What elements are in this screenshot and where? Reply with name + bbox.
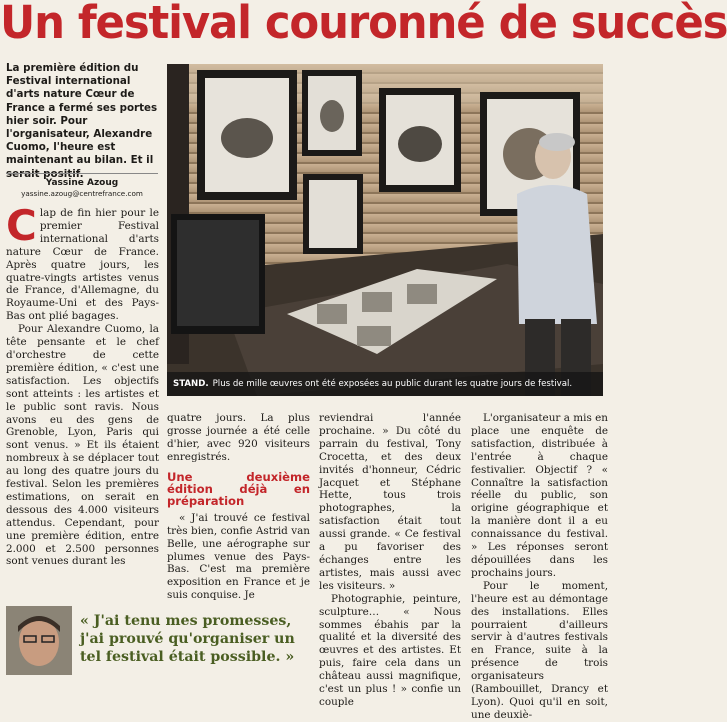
article-paragraph: quatre jours. La plus grosse journée a été celle d'hier, avec 920 visiteurs enregistrés. [167,412,310,463]
article-column-3 [319,412,461,709]
byline-name: Yassine Azoug [6,173,158,188]
subheading: Une deuxième édition déjà en préparation [167,469,310,509]
article-paragraph: reviendrai l'année prochaine. » Du côté du parrain du festival, Tony Crocetta, et des deux invités d'honneur, Cédric Jacquet et Stéphane Hette, tous trois photographes, la satisfaction était tout aussi grande. « Ce festival a pu favoriser des échanges entre les artistes, mais aussi avec les visiteurs. » [319,412,461,592]
article-paragraph: Pour le moment, l'heure est au démontage des installations. Elles pourraient d'ailleurs servir à d'autres festivals en France, suite à la présence de trois organisateurs (Rambouillet, Drancy et Lyon). Quoi qu'il en soit, une deuxiè- [471,579,608,721]
pull-quote: « J'ai tenu mes promesses, j'ai prouvé qu'organiser un tel festival était possible. » [80,613,295,665]
lede: La première édition du Festival international d'arts nature Cœur de France a fermé ses portes hier soir. Pour l'organisateur, Alexandre Cuomo, l'heure est maintenant au bilan. Et il serait positif. [6,62,158,180]
organizer-portrait [6,606,72,675]
stand-photo [167,64,603,396]
article-paragraph [6,201,159,323]
photo-caption-text: Plus de mille œuvres ont été exposées au public durant les quatre jours de festival. [212,379,573,389]
portrait-illustration [6,606,72,675]
article-paragraph: Pour Alexandre Cuomo, la tête pensante et le chef d'orchestre de cette première édition, « c'est une satisfaction. Les objectifs sont atteints : les artistes et le public sont ravis. Nous avons eu des gens de Grenoble, Lyon, Paris qui sont venus. » Et ils étaient nombreux à se déplacer tout au long des quatre jours du festival. Selon les premières estimations, on serait en dessous des 4.000 visiteurs attendus. Cependant, pour une première édition, entre 2.000 et 2.500 personnes sont venues durant les [6,323,159,568]
article-column-2 [167,412,310,602]
photo-caption [167,372,603,396]
article-paragraph: L'organisateur a mis en place une enquête de satisfaction, distribuée à l'entrée à chaque festivalier. Objectif ? « Connaître la satisfaction réelle du public, son origine géographique et la manière dont il a eu connaissance du festival. » Les réponses seront dépouillées dans les prochains jours. [471,412,608,579]
byline-email: yassine.azoug@centrefrance.com [21,189,143,198]
dropcap: C [6,201,37,250]
stand-photo-illustration [167,64,603,396]
article-paragraph: Photographie, peinture, sculpture… « Nous sommes ébahis par la qualité et la diversité des œuvres et des artistes. Et puis, faire cela dans un château aussi magnifique, c'est un plus ! » confie un couple [319,592,461,708]
article-column-1 [6,201,159,568]
article-paragraph: « J'ai trouvé ce festival très bien, confie Astrid van Belle, une aérographe sur plumes venue des Pays-Bas. C'est ma première exposition en France et je suis conquise. Je [167,511,310,602]
article-text: lap de fin hier pour le premier Festival international d'arts nature Cœur de France. Après quatre jours, les quatre-vingts artistes venus de France, d'Allemagne, du Royaume-Uni et des Pays-Bas ont plié bagages. [6,207,159,323]
byline [6,173,158,198]
photo-caption-label: STAND. [173,379,209,389]
headline: Un festival couronné de succès [0,0,727,49]
article-column-4 [471,412,608,722]
